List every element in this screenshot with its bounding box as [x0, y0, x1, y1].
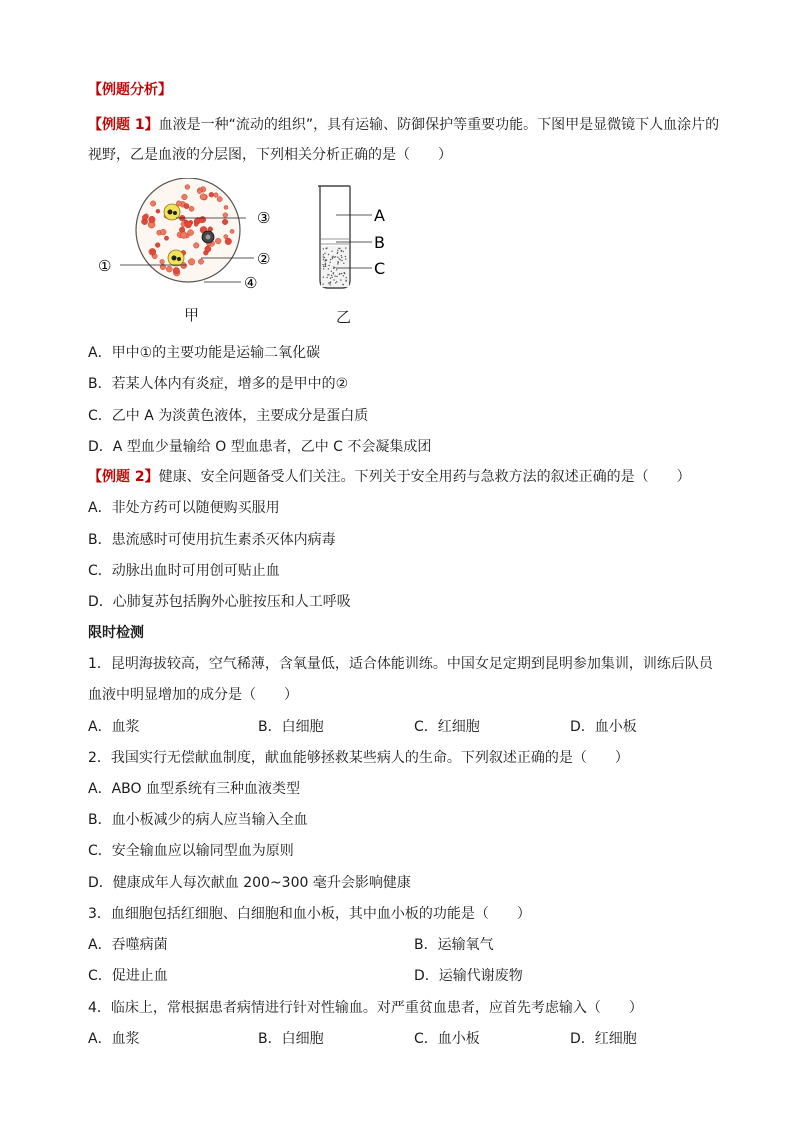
question-4-option-a: A．血浆 [88, 1031, 140, 1047]
red-blood-cell [189, 206, 194, 211]
red-blood-cell [188, 230, 194, 236]
sediment-dot [328, 282, 329, 283]
red-blood-cell [188, 259, 195, 266]
figure-yi-caption: 乙 [336, 308, 352, 326]
label-1: ① [98, 257, 112, 275]
section-example-title: 【例题分析】 [88, 82, 172, 98]
example-2-option-d: D．心肺复苏包括胸外心脏按压和人工呼吸 [88, 594, 351, 610]
red-blood-cell [194, 243, 200, 249]
red-blood-cell [205, 246, 211, 252]
sediment-dot [337, 257, 338, 258]
label-2: ② [257, 250, 271, 268]
sediment-dot [328, 254, 329, 255]
sediment-dot [345, 247, 346, 248]
sediment-dot [323, 248, 324, 249]
red-blood-cell [199, 216, 205, 222]
question-3-stem: 3．血细胞包括红细胞、白细胞和血小板，其中血小板的功能是（ ） [88, 906, 531, 922]
figure-jia-caption: 甲 [184, 306, 200, 324]
question-2-option-a: A．ABO 血型系统有三种血液类型 [88, 781, 300, 797]
sediment-dot [324, 257, 325, 258]
question-3-option-c: C．促进止血 [88, 968, 168, 984]
sediment-dot [343, 251, 344, 252]
example-2-option-c: C．动脉出血时可用创可贴止血 [88, 563, 280, 579]
sediment-dot [341, 260, 342, 261]
sediment-dot [335, 256, 336, 257]
section-test-title: 限时检测 [88, 625, 144, 641]
question-3-option-a: A．吞噬病菌 [88, 937, 168, 953]
sediment-dot [324, 253, 325, 254]
red-blood-cell [194, 222, 198, 226]
sediment-dot [345, 256, 346, 257]
red-blood-cell [150, 249, 156, 255]
sediment-dot [343, 275, 344, 276]
question-4-option-c: C．血小板 [414, 1031, 480, 1047]
question-1-option-b: B．白细胞 [258, 719, 324, 735]
example-2-option-b: B．患流感时可使用抗生素杀灭体内病毒 [88, 532, 336, 548]
sediment-dot [333, 273, 334, 274]
sediment-dot [332, 277, 333, 278]
red-blood-cell [166, 266, 172, 272]
sediment-dot [336, 276, 337, 277]
red-blood-cell [198, 259, 203, 264]
example-2-text: 健康、安全问题备受人们关注。下列关于安全用药与急救方法的叙述正确的是（ ） [158, 469, 691, 485]
question-1-option-c: C．红细胞 [414, 719, 480, 735]
sediment-dot [342, 284, 343, 285]
example-1-line1: 血液是一种“流动的组织”，具有运输、防御保护等重要功能。下图甲是显微镜下人血涂片的 [158, 117, 720, 133]
red-blood-cell [156, 209, 160, 213]
red-blood-cell [200, 194, 206, 200]
sediment-dot [328, 268, 329, 269]
example-2-option-a: A．非处方药可以随便购买服用 [88, 500, 280, 516]
sediment-dot [338, 248, 339, 249]
label-c: C [374, 259, 386, 278]
example-1-option-c: C．乙中 A 为淡黄色液体，主要成分是蛋白质 [88, 408, 369, 424]
red-blood-cell [225, 238, 232, 245]
sediment-dot [336, 269, 337, 270]
example-2-tag: 【例题 2】 [88, 469, 159, 485]
question-2-option-c: C．安全输血应以输同型血为原则 [88, 843, 294, 859]
sediment-dot [332, 257, 333, 258]
sediment-dot [330, 259, 331, 260]
sediment-dot [345, 259, 346, 260]
sediment-dot [334, 257, 335, 258]
red-blood-cell [230, 229, 234, 233]
sediment-dot [340, 279, 341, 280]
sediment-dot [337, 250, 338, 251]
blood-smear-figure [96, 178, 286, 298]
sediment-dot [325, 259, 326, 260]
sediment-dot [341, 273, 342, 274]
sediment-dot [344, 272, 345, 273]
red-blood-cell [160, 229, 166, 235]
sediment-dot [339, 258, 340, 259]
red-blood-cell [223, 213, 228, 218]
red-blood-cell [179, 227, 184, 232]
red-blood-cell [142, 215, 147, 220]
sediment-dot [330, 262, 331, 263]
sediment-dot [335, 282, 336, 283]
sediment-dot [323, 254, 324, 255]
sediment-dot [326, 277, 327, 278]
sediment-dot [346, 280, 347, 281]
sediment-dot [337, 263, 338, 264]
sediment-dot [331, 271, 332, 272]
sediment-dot [331, 251, 332, 252]
sediment-dot [336, 281, 337, 282]
example-2-stem [88, 467, 691, 487]
sediment-dot [343, 263, 344, 264]
sediment-dot [332, 258, 333, 259]
question-1-line1: 1．昆明海拔较高，空气稀薄，含氧量低，适合体能训练。中国女足定期到昆明参加集训，训练后队员 [88, 656, 713, 672]
red-blood-cell [224, 205, 228, 209]
sediment-dot [322, 264, 323, 265]
red-blood-cell [215, 238, 221, 244]
question-1-option-d: D．血小板 [570, 719, 637, 735]
sediment-dot [333, 279, 334, 280]
label-b: B [374, 233, 385, 252]
red-blood-cell [160, 259, 165, 264]
red-blood-cell [176, 201, 181, 206]
sediment-dot [323, 266, 324, 267]
sediment-dot [328, 274, 329, 275]
red-blood-cell [164, 236, 168, 240]
question-4-option-b: B．白细胞 [258, 1031, 324, 1047]
label-4: ④ [244, 274, 258, 292]
sediment-dot [322, 284, 323, 285]
question-2-option-b: B．血小板减少的病人应当输入全血 [88, 812, 308, 828]
red-blood-cell [209, 192, 214, 197]
sediment-dot [339, 248, 340, 249]
red-blood-cell [150, 201, 155, 206]
sediment-dot [334, 275, 335, 276]
sediment-dot [325, 263, 326, 264]
sediment-dot [337, 252, 338, 253]
sediment-dot [341, 255, 342, 256]
sediment-dot [330, 281, 331, 282]
example-1-option-a: A．甲中①的主要功能是运输二氧化碳 [88, 345, 321, 361]
example-1-option-d: D．A 型血少量输给 O 型血患者，乙中 C 不会凝集成团 [88, 439, 432, 455]
question-1-option-a: A．血浆 [88, 719, 140, 735]
sediment-dot [328, 265, 329, 266]
sediment-dot [329, 284, 330, 285]
red-blood-cell [214, 193, 219, 198]
red-blood-cell [173, 267, 179, 273]
sediment-dot [338, 262, 339, 263]
red-blood-cell [222, 219, 228, 225]
sediment-dot [325, 264, 326, 265]
sediment-dot [341, 250, 342, 251]
question-1-line2: 血液中明显增加的成分是（ ） [88, 687, 298, 703]
microscope-field-circle [136, 178, 240, 282]
question-4-option-d: D．红细胞 [570, 1031, 637, 1047]
sediment-dot [323, 268, 324, 269]
example-1-option-b: B．若某人体内有炎症，增多的是甲中的② [88, 376, 349, 392]
red-blood-cell [180, 232, 187, 239]
question-3-option-d: D．运输代谢废物 [414, 968, 523, 984]
red-blood-cell [184, 204, 189, 209]
example-1-stem [88, 115, 719, 135]
sediment-dot [333, 266, 334, 267]
sediment-dot [323, 259, 324, 260]
sediment-dot [341, 257, 342, 258]
red-blood-cell [217, 197, 222, 202]
red-blood-cell [185, 185, 190, 190]
example-1-line2: 视野，乙是血液的分层图，下列相关分析正确的是（ ） [88, 147, 452, 163]
red-blood-cell [185, 221, 192, 228]
sediment-dot [331, 275, 332, 276]
sediment-dot [326, 248, 327, 249]
red-blood-cell [197, 189, 201, 193]
question-4-stem: 4．临床上，常根据患者病情进行针对性输血。对严重贫血患者，应首先考虑输入（ ） [88, 1000, 643, 1016]
red-blood-cell [155, 243, 160, 248]
sediment-dot [339, 273, 340, 274]
question-2-option-d: D．健康成年人每次献血 200~300 毫升会影响健康 [88, 875, 411, 891]
blood-layer-tube-figure [312, 184, 402, 294]
label-a: A [374, 206, 385, 225]
sediment-dot [323, 276, 324, 277]
sediment-dot [325, 266, 326, 267]
label-3: ③ [257, 209, 271, 227]
sediment-dot [330, 278, 331, 279]
example-1-tag: 【例题 1】 [88, 117, 159, 133]
question-3-option-b: B．运输氧气 [414, 937, 494, 953]
sediment-dot [340, 259, 341, 260]
red-blood-cell [182, 194, 188, 200]
question-2-stem: 2．我国实行无偿献血制度，献血能够拯救某些病人的生命。下列叙述正确的是（ ） [88, 750, 629, 766]
sediment-dot [346, 277, 347, 278]
red-blood-cell [149, 216, 156, 223]
sediment-dot [333, 268, 334, 269]
